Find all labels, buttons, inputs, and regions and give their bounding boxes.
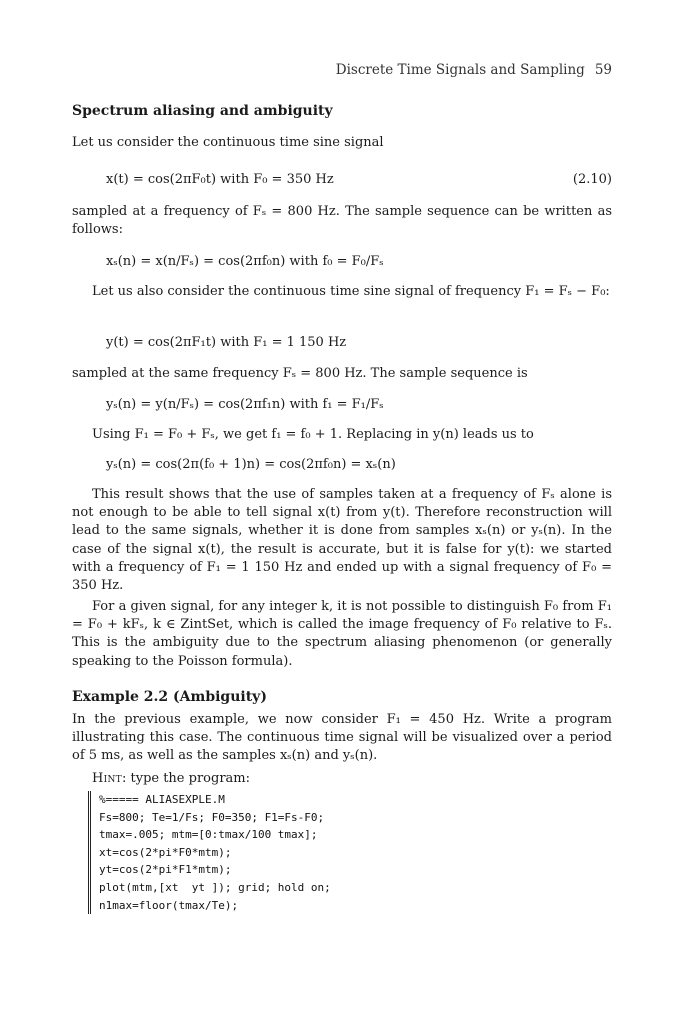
hint [92,771,250,786]
running-header [336,62,612,78]
code-line: Fs=800; Te=1/Fs; F0=350; F1=Fs-F0; [99,810,325,824]
code-line: n1max=floor(tmax/Te); [99,898,239,912]
hint-label: Hint [92,771,122,786]
equation-number: (2.10) [572,172,612,187]
paragraph-using: Using F₁ = F₀ + Fₛ, we get f₁ = f₀ + 1. Replacing in y(n) leads us to [92,427,534,442]
section-title: Spectrum aliasing and ambiguity [72,103,333,119]
equation-y: y(t) = cos(2πF₁t) with F₁ = 1 150 Hz [106,335,347,350]
code-line: xt=cos(2*pi*F0*mtm); [99,845,232,859]
code-line: plot(mtm,[xt yt ]); grid; hold on; [99,880,331,894]
equation-ys: yₛ(n) = y(n/Fₛ) = cos(2πf₁n) with f₁ = F₁/Fₛ [106,397,384,412]
hint-text: : type the program: [121,771,250,786]
paragraph-sampled-same: sampled at the same frequency Fₛ = 800 Hz. The sample sequence is [72,366,528,381]
code-line: tmax=.005; mtm=[0:tmax/100 tmax]; [99,828,318,842]
example-text: In the previous example, we now consider F₁ = 450 Hz. Write a program illustrating this case. The continuous time signal will be visualized over a period of 5 ms, as well as the samples xₛ(n) and yₛ(n). [72,712,612,764]
equation-ys-equal-xs: yₛ(n) = cos(2π(f₀ + 1)n) = cos(2πf₀n) = xₛ(n) [106,457,396,472]
code-line: %===== ALIASEXPLE.M [99,793,225,806]
code-line: yt=cos(2*pi*F1*mtm); [99,863,232,877]
running-title: Discrete Time Signals and Sampling [335,62,585,78]
paragraph-intro: Let us consider the continuous time sine signal [72,135,384,150]
equation-xs: xₛ(n) = x(n/Fₛ) = cos(2πf₀n) with f₀ = F₀/Fₛ [106,254,384,269]
code-listing [88,791,519,914]
paragraph-sampled: sampled at a frequency of Fₛ = 800 Hz. The sample sequence can be written as follows: [72,204,612,238]
paragraph-also: Let us also consider the continuous time sine signal of frequency F₁ = Fₛ − F₀: [92,284,610,299]
paragraph-result: This result shows that the use of samples taken at a frequency of Fₛ alone is not enough to be able to tell signal x(t) from y(t). Therefore reconstruction will lead to the same signals, whether it is done from samples xₛ(n) or yₛ(n). In the case of the signal x(t), the result is accurate, but it is false for y(t): we started with a frequency of F₁ = 1 150 Hz and ended up with a signal frequency of F₀ = 350 Hz. [72,487,612,594]
equation-2-10: x(t) = cos(2πF₀t) with F₀ = 350 Hz [106,172,334,187]
page-number: 59 [594,62,612,78]
paragraph-given-signal: For a given signal, for any integer k, it is not possible to distinguish F₀ from F₁ = F₀ + kFₛ, k ∈ ZintSet, which is called the image frequency of F₀ relative to Fₛ. This is the ambiguity due to the spectrum aliasing phenomenon (or generally speaking to the Poisson formula). [72,599,612,669]
page [72,0,612,1024]
example-title: Example 2.2 (Ambiguity) [72,689,267,705]
